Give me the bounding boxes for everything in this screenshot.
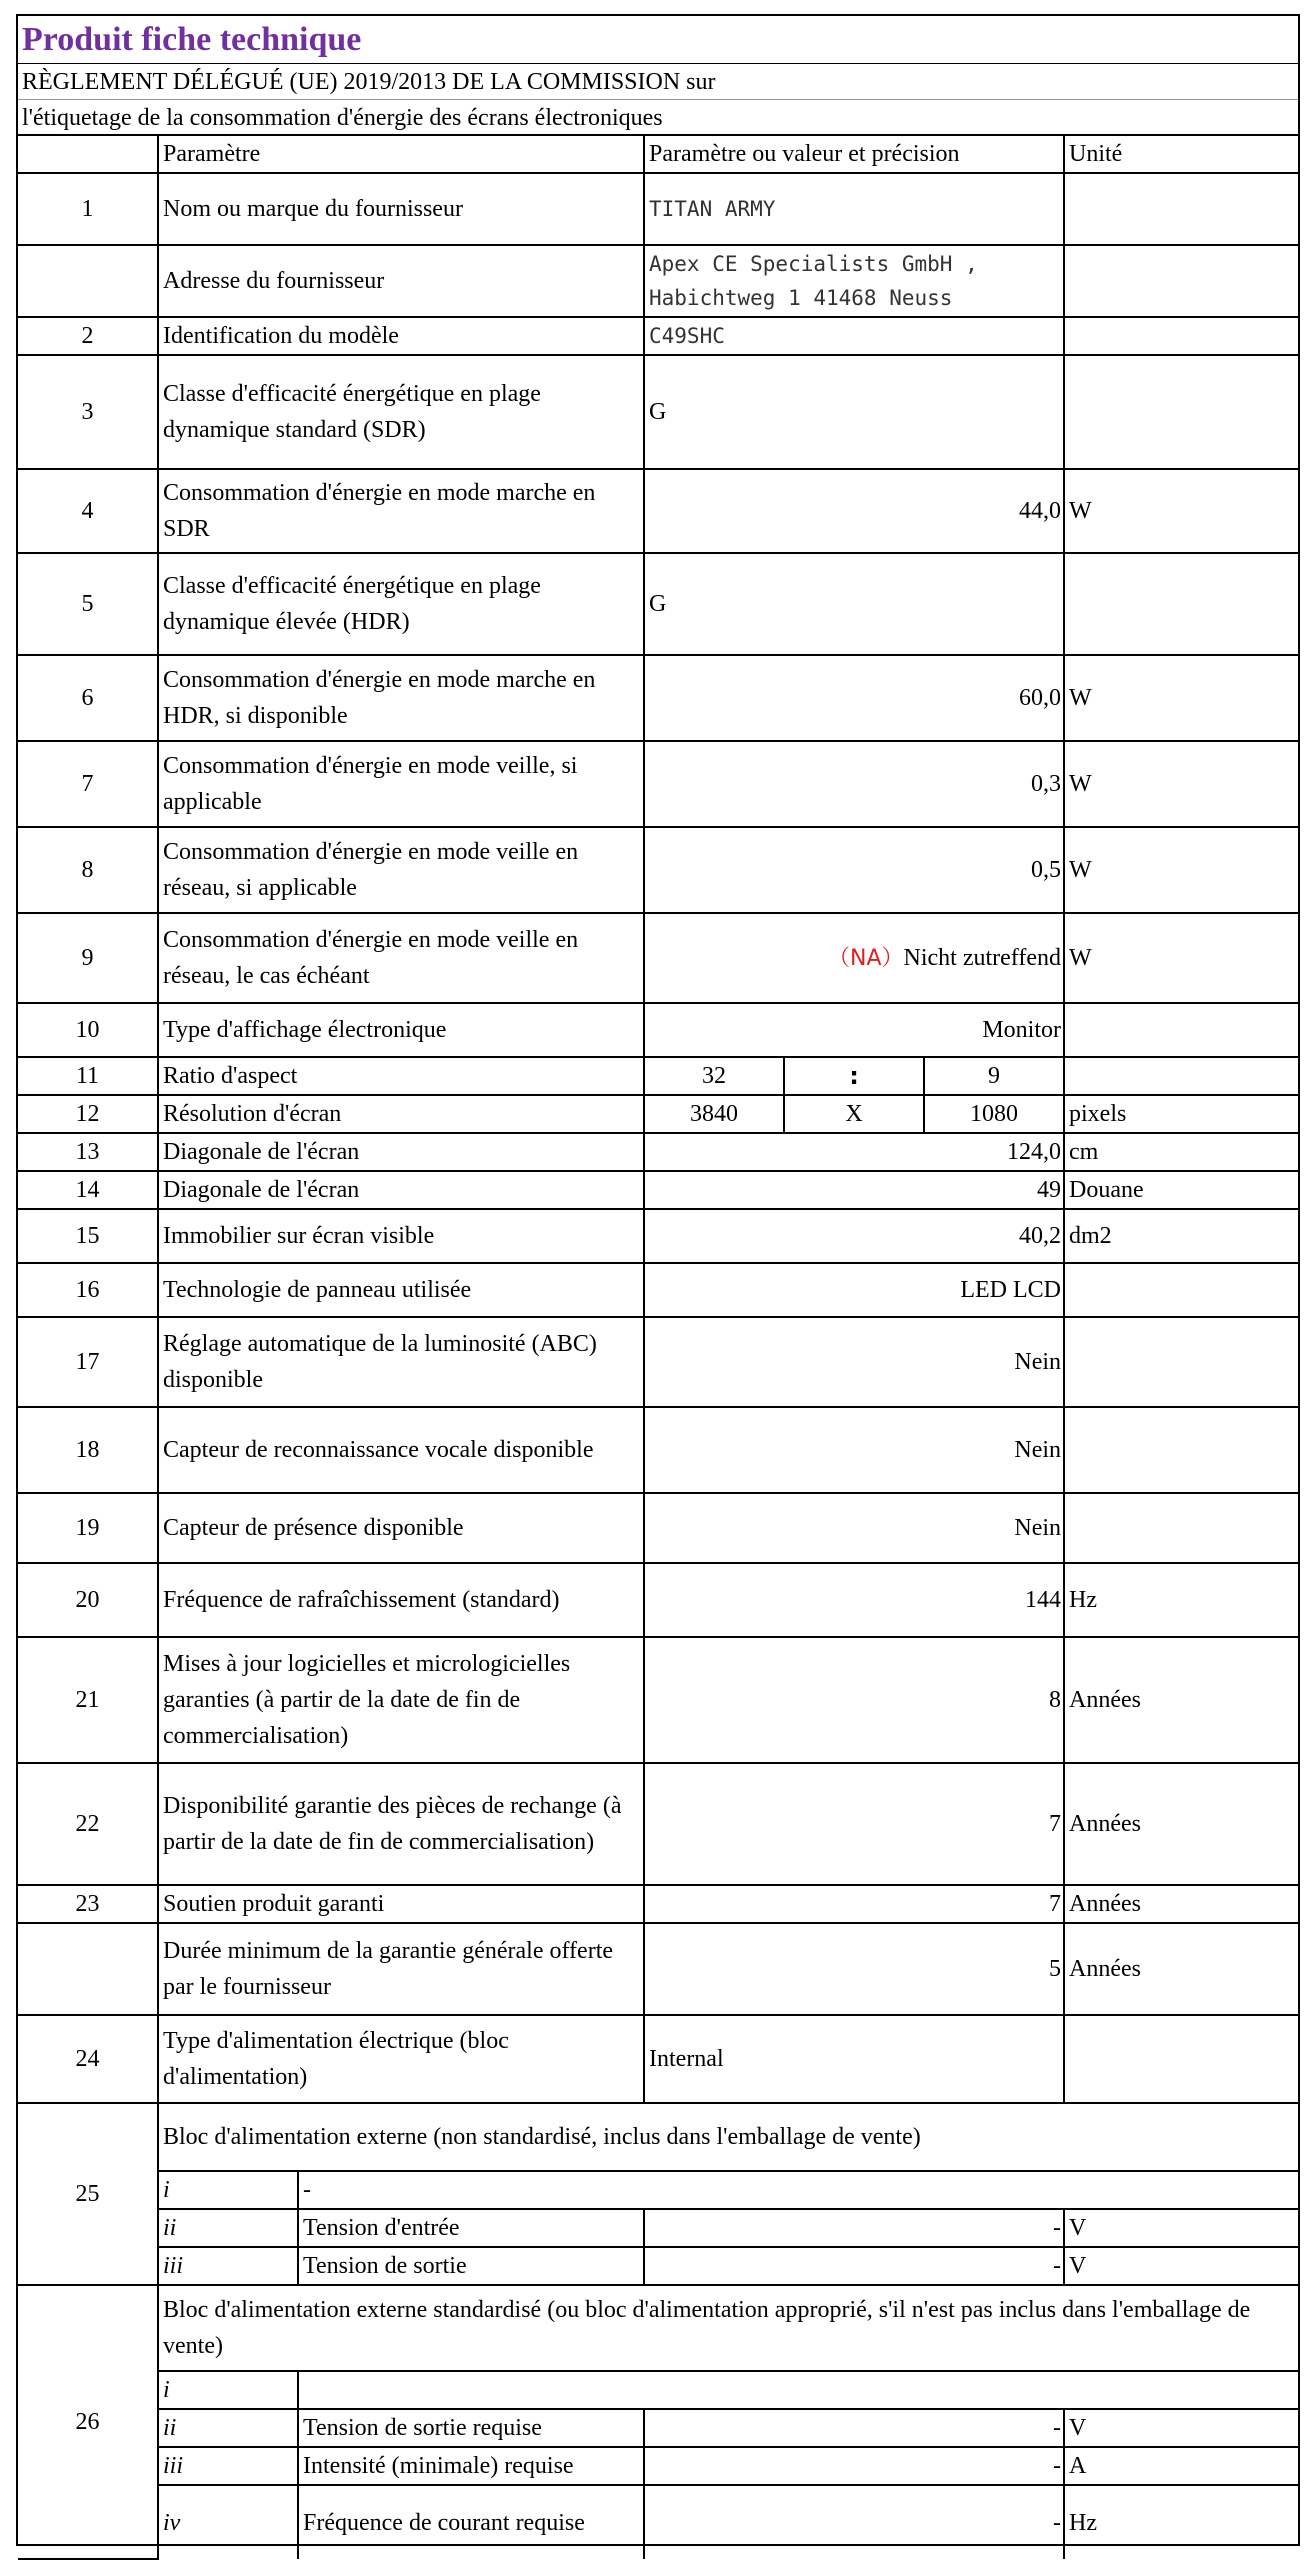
sub-row [18,2447,1298,2485]
row-number: 26 [18,2285,158,2559]
resolution-width: 3840 [644,1095,784,1133]
sub-row [18,2371,1298,2409]
row-unit [1064,1263,1298,1317]
table-row [18,1763,1298,1885]
row-unit: W [1064,655,1298,741]
sub-row [18,2409,1298,2447]
sub-index: i [158,2371,298,2409]
row-label: Type d'alimentation électrique (bloc d'alimentation) [158,2015,644,2103]
table-row [18,1637,1298,1763]
sub-label [298,2371,1298,2409]
row-label: Technologie de panneau utilisée [158,1263,644,1317]
row-unit [1064,1407,1298,1493]
row-label: Bloc d'alimentation externe (non standardisé, inclus dans l'emballage de vente) [158,2103,1298,2171]
sub-unit: V [1064,2209,1298,2247]
sub-unit: Hz [1064,2485,1298,2559]
row-value: Internal [644,2015,1064,2103]
row-label: Résolution d'écran [158,1095,644,1133]
row-unit: Années [1064,1637,1298,1763]
row-value: Monitor [644,1003,1064,1057]
row-unit [1064,317,1298,355]
row-value: Nein [644,1493,1064,1563]
sub-value: - [644,2247,1064,2285]
resolution-height: 1080 [924,1095,1064,1133]
row-number [18,1923,158,2015]
row-value: 8 [644,1637,1064,1763]
sub-index: ii [158,2409,298,2447]
row-label: Capteur de présence disponible [158,1493,644,1563]
row-value: G [644,355,1064,469]
row-value: 7 [644,1885,1064,1923]
sub-unit: A [1064,2447,1298,2485]
table-row [18,173,1298,245]
table-row [18,1003,1298,1057]
sub-label: Tension de sortie requise [298,2409,644,2447]
sub-value: - [644,2409,1064,2447]
row-label: Diagonale de l'écran [158,1133,644,1171]
row-number: 19 [18,1493,158,1563]
row-value: 49 [644,1171,1064,1209]
row-number: 25 [18,2103,158,2285]
product-data-sheet [16,14,1300,2546]
sub-index: iv [158,2485,298,2559]
table-row [18,655,1298,741]
row-label: Réglage automatique de la luminosité (ABC) disponible [158,1317,644,1407]
row-label: Ratio d'aspect [158,1057,644,1095]
row-unit: W [1064,469,1298,553]
sub-value: - [644,2447,1064,2485]
row-unit: W [1064,741,1298,827]
row-number: 10 [18,1003,158,1057]
row-label: Classe d'efficacité énergétique en plage dynamique élevée (HDR) [158,553,644,655]
row-label: Consommation d'énergie en mode marche en HDR, si disponible [158,655,644,741]
row-unit: cm [1064,1133,1298,1171]
row-value: C49SHC [644,317,1064,355]
row-number: 11 [18,1057,158,1095]
sub-row [18,2209,1298,2247]
row-label: Bloc d'alimentation externe standardisé (ou bloc d'alimentation approprié, s'il n'est pas inclus dans l'emballage de vente) [158,2285,1298,2371]
row-label: Identification du modèle [158,317,644,355]
row-number: 14 [18,1171,158,1209]
sub-value: - [644,2209,1064,2247]
row-unit: Hz [1064,1563,1298,1637]
row-unit: W [1064,913,1298,1003]
row-unit: Années [1064,1923,1298,2015]
table-row [18,1209,1298,1263]
sub-label: Intensité (minimale) requise [298,2447,644,2485]
row-label: Mises à jour logicielles et micrologicielles garanties (à partir de la date de fin de commercialisation) [158,1637,644,1763]
sub-row [18,2485,1298,2559]
header-unit: Unité [1064,136,1298,173]
row-value: TITAN ARMY [644,173,1064,245]
table-row [18,1885,1298,1923]
row-unit: Douane [1064,1171,1298,1209]
row-value: Nein [644,1317,1064,1407]
sub-value: - [644,2485,1064,2559]
row-unit [1064,1057,1298,1095]
table-row [18,1057,1298,1095]
table-row [18,2015,1298,2103]
sub-label: Tension de sortie [298,2247,644,2285]
aspect-separator: : [784,1057,924,1095]
row-number: 6 [18,655,158,741]
row-number: 2 [18,317,158,355]
row-number: 20 [18,1563,158,1637]
row-unit [1064,1003,1298,1057]
row-unit [1064,553,1298,655]
table-row [18,1095,1298,1133]
row-label: Consommation d'énergie en mode veille en réseau, si applicable [158,827,644,913]
row-number: 1 [18,173,158,245]
row-number: 9 [18,913,158,1003]
resolution-separator: X [784,1095,924,1133]
row-number: 8 [18,827,158,913]
sub-row [18,2171,1298,2209]
sub-unit: V [1064,2247,1298,2285]
row-value [644,913,1064,1003]
row-value: 40,2 [644,1209,1064,1263]
row-value: 44,0 [644,469,1064,553]
table-row [18,827,1298,913]
row-unit [1064,1317,1298,1407]
na-text: Nicht zutreffend [903,944,1062,971]
sheet-title: Produit fiche technique [18,16,1298,64]
row-number: 24 [18,2015,158,2103]
sub-index: iii [158,2247,298,2285]
row-label: Capteur de reconnaissance vocale disponible [158,1407,644,1493]
sub-label: Fréquence de courant requise [298,2485,644,2559]
sub-unit: V [1064,2409,1298,2447]
row-value: Nein [644,1407,1064,1493]
table-row [18,1493,1298,1563]
aspect-width: 32 [644,1057,784,1095]
sub-index: iii [158,2447,298,2485]
table-row [18,355,1298,469]
row-value: 7 [644,1763,1064,1885]
row-unit [1064,173,1298,245]
row-unit: Années [1064,1885,1298,1923]
row-number: 7 [18,741,158,827]
row-number: 23 [18,1885,158,1923]
header-parameter: Paramètre [158,136,644,173]
row-unit: W [1064,827,1298,913]
row-number: 22 [18,1763,158,1885]
regulation-line-2: l'étiquetage de la consommation d'énergie des écrans électroniques [18,100,1298,136]
na-marker: （NA） [828,945,904,971]
header-value: Paramètre ou valeur et précision [644,136,1064,173]
row-value: 124,0 [644,1133,1064,1171]
table-header-row [18,136,1298,173]
row-value: G [644,553,1064,655]
row-number: 16 [18,1263,158,1317]
sub-label: Tension d'entrée [298,2209,644,2247]
sub-row [18,2247,1298,2285]
header-num [18,136,158,173]
row-number: 5 [18,553,158,655]
row-label: Consommation d'énergie en mode marche en SDR [158,469,644,553]
row-label: Immobilier sur écran visible [158,1209,644,1263]
table-row [18,741,1298,827]
row-label: Fréquence de rafraîchissement (standard) [158,1563,644,1637]
table-row [18,913,1298,1003]
row-label: Nom ou marque du fournisseur [158,173,644,245]
row-unit [1064,355,1298,469]
table-row [18,2285,1298,2371]
table-row [18,1263,1298,1317]
table-row [18,1407,1298,1493]
spec-table [18,136,1298,2560]
row-label: Consommation d'énergie en mode veille, si applicable [158,741,644,827]
row-value: 144 [644,1563,1064,1637]
table-row [18,469,1298,553]
row-number: 4 [18,469,158,553]
row-label: Type d'affichage électronique [158,1003,644,1057]
sub-index: ii [158,2209,298,2247]
row-unit: pixels [1064,1095,1298,1133]
row-value: 60,0 [644,655,1064,741]
row-number: 18 [18,1407,158,1493]
row-value: LED LCD [644,1263,1064,1317]
row-unit: Années [1064,1763,1298,1885]
row-label: Durée minimum de la garantie générale offerte par le fournisseur [158,1923,644,2015]
row-number: 13 [18,1133,158,1171]
row-label: Disponibilité garantie des pièces de rechange (à partir de la date de fin de commercialisation) [158,1763,644,1885]
row-value: 0,3 [644,741,1064,827]
sub-label: - [298,2171,1298,2209]
table-row [18,1171,1298,1209]
row-value: 0,5 [644,827,1064,913]
row-value: 5 [644,1923,1064,2015]
table-row [18,1563,1298,1637]
row-unit [1064,2015,1298,2103]
row-value: Apex CE Specialists GmbH , Habichtweg 1 41468 Neuss [644,245,1064,317]
row-label: Diagonale de l'écran [158,1171,644,1209]
row-number: 12 [18,1095,158,1133]
row-label: Soutien produit garanti [158,1885,644,1923]
table-row [18,1317,1298,1407]
row-label: Consommation d'énergie en mode veille en réseau, le cas échéant [158,913,644,1003]
table-row [18,1923,1298,2015]
row-unit [1064,245,1298,317]
row-number: 17 [18,1317,158,1407]
table-row [18,245,1298,317]
table-row [18,553,1298,655]
row-unit: dm2 [1064,1209,1298,1263]
row-number: 15 [18,1209,158,1263]
row-label: Classe d'efficacité énergétique en plage dynamique standard (SDR) [158,355,644,469]
table-row [18,317,1298,355]
table-row [18,2103,1298,2171]
row-number: 21 [18,1637,158,1763]
aspect-height: 9 [924,1057,1064,1095]
row-label: Adresse du fournisseur [158,245,644,317]
table-row [18,1133,1298,1171]
row-unit [1064,1493,1298,1563]
sub-index: i [158,2171,298,2209]
regulation-line-1: RÈGLEMENT DÉLÉGUÉ (UE) 2019/2013 DE LA COMMISSION sur [18,64,1298,100]
row-number: 3 [18,355,158,469]
row-number [18,245,158,317]
